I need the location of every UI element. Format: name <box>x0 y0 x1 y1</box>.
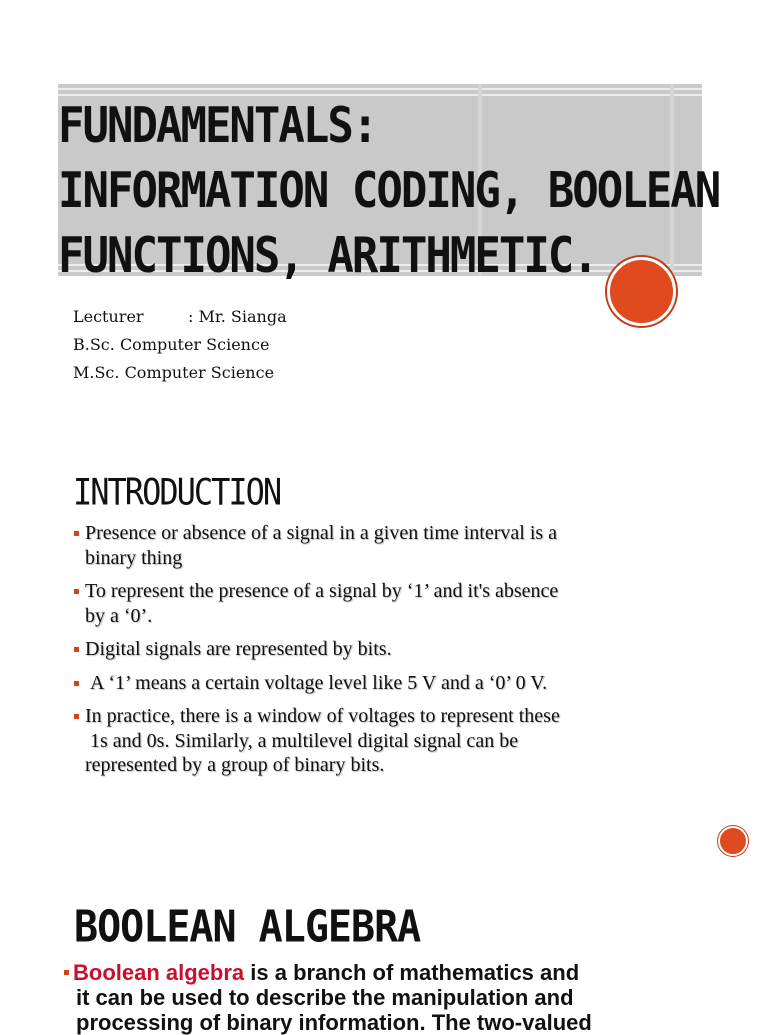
square-bullet-icon <box>74 589 79 594</box>
bullet-text-line: To represent the presence of a signal by ‘1’ and it's absence <box>85 580 559 602</box>
title-band <box>58 84 720 285</box>
square-bullet-icon <box>74 714 79 719</box>
square-bullet-icon <box>74 531 79 536</box>
introduction-bullets <box>74 521 704 787</box>
bullet-text-line: by a ‘0’. <box>85 604 153 627</box>
bullet-text-line: A ‘1’ means a certain voltage level like 5 V and a ‘0’ 0 V. <box>90 671 548 694</box>
lecturer-label: Lecturer <box>73 307 144 326</box>
square-bullet-icon <box>74 681 79 686</box>
boolean-line-1-rest: is a branch of mathematics and <box>244 960 580 985</box>
title-line-2: INFORMATION CODING, BOOLEAN <box>58 162 720 220</box>
bullet-text-line: In practice, there is a window of voltages to represent these <box>85 705 560 727</box>
title-line-1: FUNDAMENTALS: <box>58 97 377 155</box>
boolean-line-1 <box>64 960 579 985</box>
presentation-title <box>58 94 719 289</box>
bullet-text-line: Presence or absence of a signal in a given time interval is a <box>85 522 558 544</box>
boolean-term: Boolean algebra <box>73 960 245 985</box>
bullet-text-line: 1s and 0s. Similarly, a multilevel digital signal can be <box>85 729 519 752</box>
bullet-item <box>74 521 704 570</box>
square-bullet-icon <box>64 970 69 975</box>
decorative-circle-small <box>718 826 748 856</box>
lecturer-name: : Mr. Sianga <box>188 307 287 326</box>
title-line-3: FUNCTIONS, ARITHMETIC. <box>58 227 597 285</box>
boolean-algebra-heading: BOOLEAN ALGEBRA <box>74 902 421 953</box>
bullet-item <box>74 637 704 662</box>
square-bullet-icon <box>74 647 79 652</box>
boolean-line-3: processing of binary information. The two-valued <box>76 1010 592 1035</box>
credential-msc: M.Sc. Computer Science <box>73 363 275 382</box>
bullet-text-line: Digital signals are represented by bits. <box>85 638 392 660</box>
bullet-item <box>74 579 704 628</box>
bullet-item <box>74 671 704 696</box>
lecturer-info <box>73 303 287 387</box>
bullet-item <box>74 704 704 778</box>
bullet-text-line: represented by a group of binary bits. <box>85 754 385 776</box>
introduction-heading: INTRODUCTION <box>73 470 281 514</box>
band-line-top <box>58 88 702 90</box>
bullet-text-line: binary thing <box>85 546 183 569</box>
lecturer-line <box>73 303 287 331</box>
boolean-line-2: it can be used to describe the manipulation and <box>76 985 574 1010</box>
credential-bsc: B.Sc. Computer Science <box>73 335 270 354</box>
decorative-circle-large <box>607 257 676 326</box>
